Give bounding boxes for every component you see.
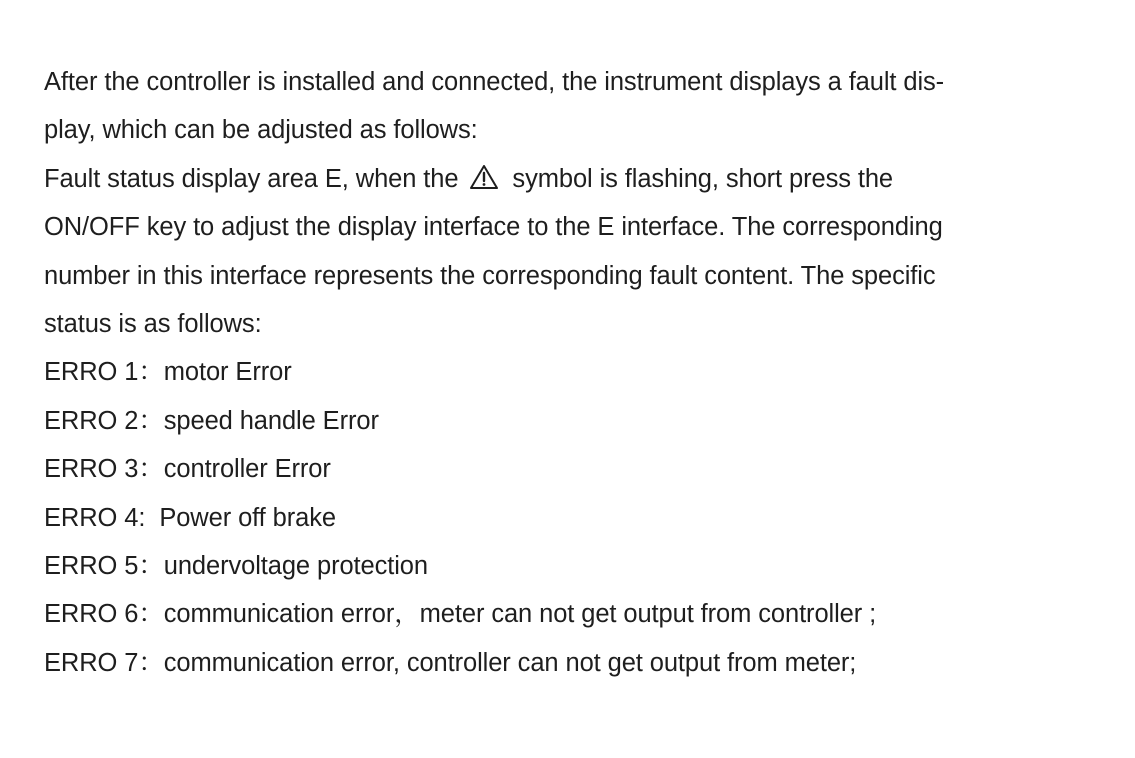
intro-line-3-after: symbol is flashing, short press the — [505, 164, 894, 193]
error-description: undervoltage protection — [163, 551, 428, 580]
error-line — [44, 445, 1104, 493]
error-separator: ： — [138, 358, 164, 387]
error-code: ERRO 5 — [44, 551, 139, 580]
warning-triangle-icon — [469, 164, 499, 190]
error-line — [44, 542, 1104, 590]
document-body — [44, 58, 1104, 687]
error-description: controller Error — [163, 455, 331, 484]
error-description: communication error, controller can not get output from meter; — [163, 648, 857, 677]
error-code: ERRO 6 — [44, 600, 139, 629]
intro-line-3 — [44, 155, 1104, 203]
error-code: ERRO 7 — [44, 648, 139, 677]
error-line — [44, 348, 1104, 396]
error-description: communication error，meter can not get output from controller ; — [163, 600, 877, 629]
error-description: Power off brake — [159, 503, 336, 532]
error-code: ERRO 2 — [44, 406, 139, 435]
intro-line-3-before: Fault status display area E, when the — [44, 164, 466, 193]
error-separator: ： — [138, 600, 164, 629]
error-description: motor Error — [163, 358, 292, 387]
error-separator: : — [138, 503, 160, 532]
error-description: speed handle Error — [163, 406, 379, 435]
error-code: ERRO 3 — [44, 455, 139, 484]
error-line — [44, 494, 1104, 542]
intro-line-5: number in this interface represents the corresponding fault content. The specific — [44, 261, 936, 290]
error-separator: ： — [138, 551, 164, 580]
error-separator: ： — [138, 455, 164, 484]
intro-line-4: ON/OFF key to adjust the display interface to the E interface. The corresponding — [44, 213, 943, 242]
error-line — [44, 639, 1104, 687]
intro-line-2: play, which can be adjusted as follows: — [44, 116, 478, 145]
error-line — [44, 590, 1104, 638]
error-code: ERRO 1 — [44, 358, 139, 387]
error-separator: ： — [138, 648, 164, 677]
error-code: ERRO 4 — [44, 503, 139, 532]
error-line — [44, 397, 1104, 445]
intro-line-6: status is as follows: — [44, 309, 262, 338]
error-separator: ： — [138, 406, 164, 435]
intro-line-1: After the controller is installed and connected, the instrument displays a fault dis- — [44, 68, 945, 96]
